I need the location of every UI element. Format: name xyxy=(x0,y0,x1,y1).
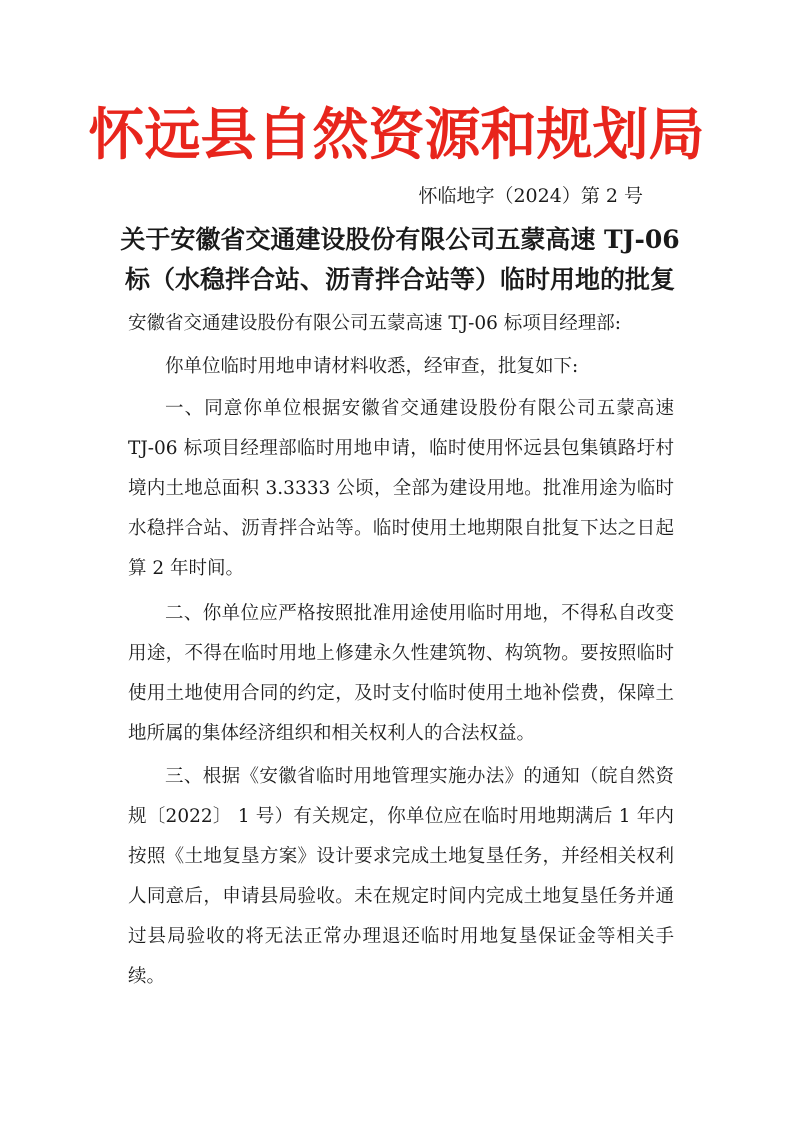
document-subject xyxy=(120,220,680,300)
clause-one-paragraph: 一、同意你单位根据安徽省交通建设股份有限公司五蒙高速 TJ-06 标项目经理部临时用地申请，临时使用怀远县包集镇路圩村境内土地总面积 3.3333 公顷，全部为建设用地。批准用途为临时水稳拌合站、沥青拌合站等。临时使用土地期限自批复下达之日起算 2 年时间。 xyxy=(128,398,674,579)
clause-three-paragraph: 三、根据《安徽省临时用地管理实施办法》的通知（皖自然资规〔2022〕 1 号）有关规定，你单位应在临时用地期满后 1 年内按照《土地复垦方案》设计要求完成土地复垦任务，并经相关权利人同意后，申请县局验收。未在规定时间内完成土地复垦任务并通过县局验收的将无法正常办理退还临时用地复垦保证金等相关手续。 xyxy=(128,766,674,987)
clause-two-paragraph: 二、你单位应严格按照批准用途使用临时用地，不得私自改变用途，不得在临时用地上修建永久性建筑物、构筑物。要按照临时使用土地使用合同的约定，及时支付临时使用土地补偿费，保障土地所属的集体经济组织和相关权利人的合法权益。 xyxy=(128,603,674,744)
intro-paragraph: 你单位临时用地申请材料收悉，经审查，批复如下: xyxy=(165,356,579,377)
issuer-letterhead: 怀远县自然资源和规划局 xyxy=(88,102,705,168)
subject-line-1: 关于安徽省交通建设股份有限公司五蒙高速 TJ-06 xyxy=(120,225,680,254)
recipient: 安徽省交通建设股份有限公司五蒙高速 TJ-06 标项目经理部: xyxy=(128,313,622,334)
document-number: 怀临地字（2024）第 2 号 xyxy=(418,185,643,207)
subject-line-2: 标（水稳拌合站、沥青拌合站等）临时用地的批复 xyxy=(124,265,675,294)
